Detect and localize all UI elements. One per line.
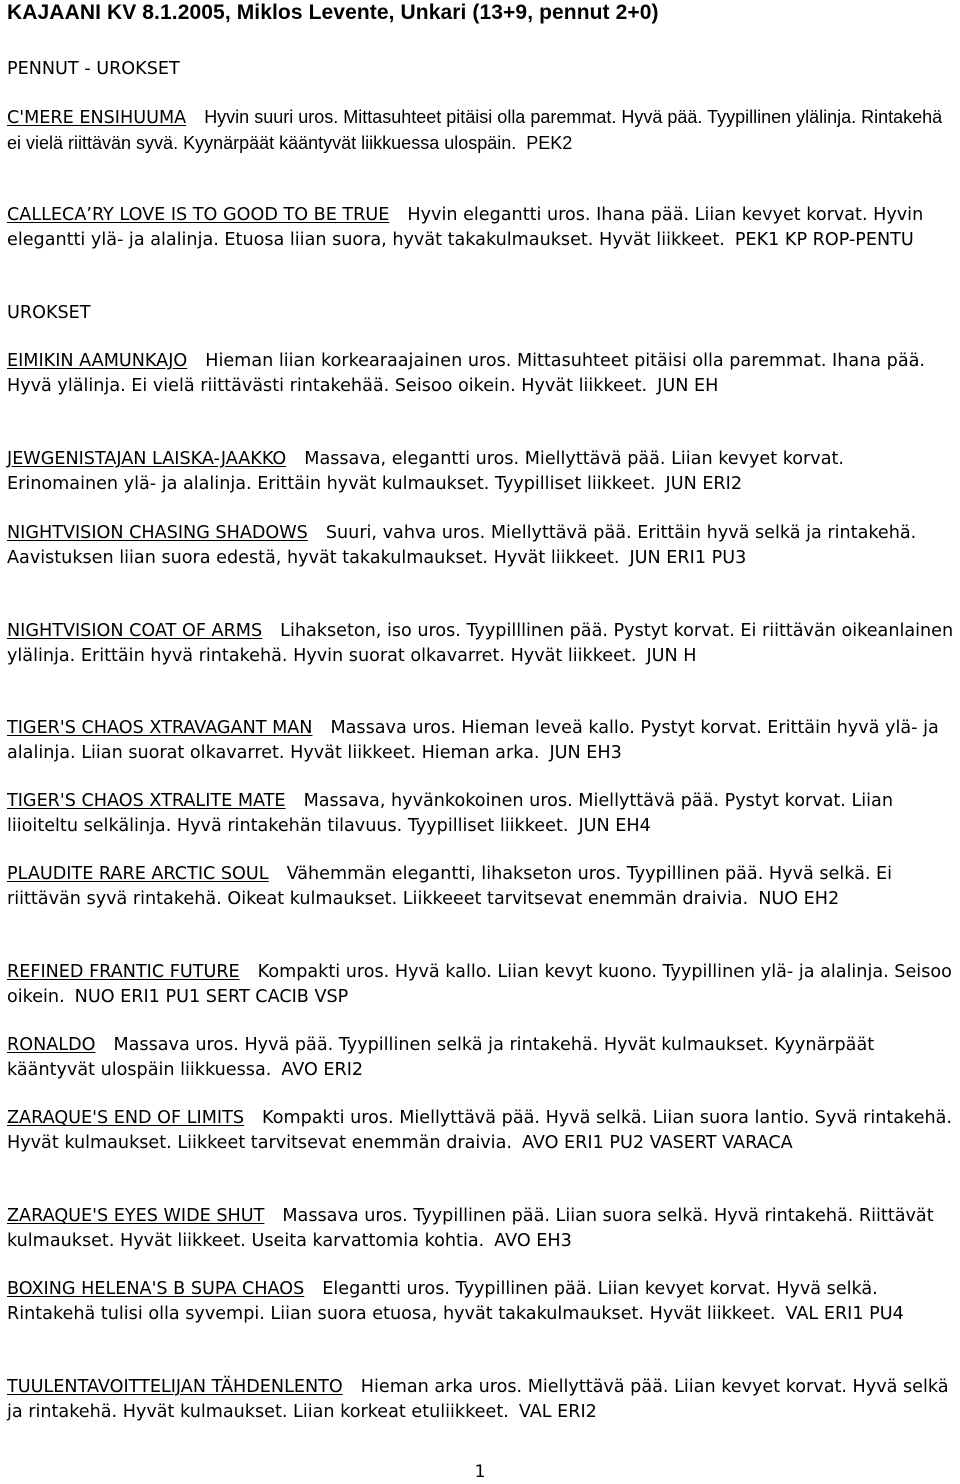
result-text: JUN ERI1 PU3 [629,547,747,568]
result-text: JUN EH [657,375,719,396]
entry-5 [7,619,955,668]
dog-name: REFINED FRANTIC FUTURE [7,962,240,982]
entry-7 [7,789,955,838]
dog-name: C'MERE ENSIHUUMA [7,108,187,128]
result-text: PEK1 KP ROP-PENTU [734,229,914,250]
page-number: 1 [474,1462,486,1482]
result-text: VAL ERI1 PU4 [785,1303,904,1324]
entry-1 [7,203,955,252]
dog-name: JEWGENISTAJAN LAISKA-JAAKKO [7,449,287,469]
critique-text: Kompakti uros. Miellyttävä pää. Hyvä selkä. Liian suora lantio. Syvä rintakehä. Hyvät kulmaukset. Liikkeet tarvitsevat enemmän draivia. [7,1108,953,1153]
critique-text: Massava uros. Tyypillinen pää. Liian suora selkä. Hyvä rintakehä. Riittävät kulmaukset. Hyvät liikkeet. Useita karvattomia kohtia. [7,1206,934,1251]
dog-name: NIGHTVISION CHASING SHADOWS [7,523,308,543]
critique-text: Suuri, vahva uros. Miellyttävä pää. Erittäin hyvä selkä ja rintakehä. Aavistuksen liian suora edestä, hyvät takakulmaukset. Hyvät liikkeet. [7,523,917,568]
dog-name: PLAUDITE RARE ARCTIC SOUL [7,864,269,884]
entry-9 [7,960,955,1009]
result-text: JUN EH3 [549,742,622,763]
entry-0 [7,105,955,156]
entry-4 [7,521,955,570]
critique-text: Elegantti uros. Tyypillinen pää. Liian kevyet korvat. Hyvä selkä. Rintakehä tulisi olla syvempi. Liian suora etuosa, hyvät takakulmaukset. Hyvät liikkeet. [7,1279,878,1324]
critique-text: Massava uros. Hyvä pää. Tyypillinen selkä ja rintakehä. Hyvät kulmaukset. Kyynärpäät kääntyvät ulospäin liikkuessa. [7,1035,875,1080]
entry-3 [7,447,955,496]
result-text: AVO EH3 [494,1230,572,1251]
section-heading-males: UROKSET [7,303,91,323]
critique-text: Massava, elegantti uros. Miellyttävä pää. Liian kevyet korvat. Erinomainen ylä- ja alalinja. Erittäin hyvät kulmaukset. Tyypilliset liikkeet. [7,449,844,494]
result-text: NUO ERI1 PU1 SERT CACIB VSP [74,986,349,1007]
dog-name: EIMIKIN AAMUNKAJO [7,351,188,371]
critique-text: Lihakseton, iso uros. Tyypilllinen pää. Pystyt korvat. Ei riittävän oikeanlainen ylälinja. Erittäin hyvä rintakehä. Hyvin suorat olkavarret. Hyvät liikkeet. [7,621,954,666]
entry-14 [7,1375,955,1424]
entry-11 [7,1106,955,1155]
result-text: JUN EH4 [578,815,651,836]
critique-text: Hyvin suuri uros. Mittasuhteet pitäisi olla paremmat. Hyvä pää. Tyypillinen ylälinja. Rintakehä ei vielä riittävän syvä. Kyynärpäät kääntyvät liikkuessa ulospäin. [7,107,943,153]
result-text: AVO ERI2 [281,1059,364,1080]
critique-text: Vähemmän elegantti, lihakseton uros. Tyypillinen pää. Hyvä selkä. Ei riittävän syvä rintakehä. Oikeat kulmaukset. Liikkeeet tarvitsevat enemmän draivia. [7,864,893,909]
dog-name: TIGER'S CHAOS XTRALITE MATE [7,791,286,811]
dog-name: CALLECA’RY LOVE IS TO GOOD TO BE TRUE [7,205,390,225]
critique-text: Hieman liian korkearaajainen uros. Mittasuhteet pitäisi olla paremmat. Ihana pää. Hyvä ylälinja. Ei vielä riittävästi rintakehää. Seisoo oikein. Hyvät liikkeet. [7,351,926,396]
dog-name: ZARAQUE'S END OF LIMITS [7,1108,245,1128]
result-text: AVO ERI1 PU2 VASERT VARACA [521,1132,793,1153]
entry-10 [7,1033,955,1082]
entry-13 [7,1277,955,1326]
result-text: PEK2 [526,132,573,153]
critique-text: Hyvin elegantti uros. Ihana pää. Liian kevyet korvat. Hyvin elegantti ylä- ja alalinja. Etuosa liian suora, hyvät takakulmaukset. Hyvät liikkeet. [7,205,924,250]
entry-6 [7,716,955,765]
critique-text: Kompakti uros. Hyvä kallo. Liian kevyt kuono. Tyypillinen ylä- ja alalinja. Seisoo oikein. [7,962,952,1007]
dog-name: NIGHTVISION COAT OF ARMS [7,621,263,641]
entry-12 [7,1204,955,1253]
critique-text: Massava uros. Hieman leveä kallo. Pystyt korvat. Erittäin hyvä ylä- ja alalinja. Liian suorat olkavarret. Hyvät liikkeet. Hieman arka. [7,718,939,763]
dog-name: TUULENTAVOITTELIJAN TÄHDENLENTO [7,1377,343,1397]
critique-text: Massava, hyvänkokoinen uros. Miellyttävä pää. Pystyt korvat. Liian liioiteltu selkälinja. Hyvä rintakehän tilavuus. Tyypilliset liikkeet. [7,791,893,836]
entry-8 [7,862,955,911]
critique-text: Hieman arka uros. Miellyttävä pää. Liian kevyet korvat. Hyvä selkä ja rintakehä. Hyvät kulmaukset. Liian korkeat etuliikkeet. [7,1377,949,1422]
result-text: NUO EH2 [758,888,840,909]
result-text: JUN ERI2 [665,473,743,494]
result-text: JUN H [646,645,697,666]
dog-name: RONALDO [7,1035,96,1055]
document-title: KAJAANI KV 8.1.2005, Miklos Levente, Unkari (13+9, pennut 2+0) [7,1,659,24]
result-text: VAL ERI2 [518,1401,597,1422]
dog-name: TIGER'S CHAOS XTRAVAGANT MAN [7,718,313,738]
dog-name: BOXING HELENA'S B SUPA CHAOS [7,1279,305,1299]
dog-name: ZARAQUE'S EYES WIDE SHUT [7,1206,265,1226]
section-heading-puppies: PENNUT - UROKSET [7,59,180,79]
entry-2 [7,349,955,398]
